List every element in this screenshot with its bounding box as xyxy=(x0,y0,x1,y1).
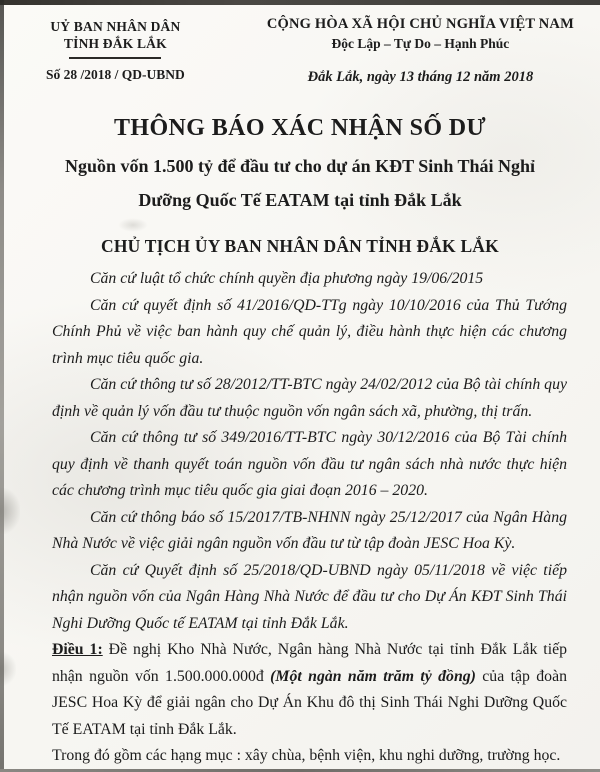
recital-paragraph: Căn cứ Quyết định số 25/2018/QD-UBND ngày 05/11/2018 về việc tiếp nhận nguồn vốn của Ngân Hàng Nhà Nước để đầu tư cho Dự Án KĐT Sinh Thái Nghi Dưỡng Quốc tế EATAM tại tỉnh Đắk Lắk. xyxy=(52,561,567,632)
recital-paragraph: Căn cứ thông tư số 349/2016/TT-BTC ngày 30/12/2016 của Bộ Tài chính quy định về thanh quyết toán nguồn vốn đầu tư ngân sách nhà nước thực hiện các chương trình mục tiêu quốc gia giai đoạn 2016 – 2020. xyxy=(52,429,567,499)
national-motto-line1: CỘNG HÒA XÃ HỘI CHỦ NGHĨA VIỆT NAM xyxy=(266,16,574,32)
document-subtitle-line1: Nguồn vốn 1.500 tỷ để đầu tư cho dự án KĐT Sinh Thái Nghỉ xyxy=(64,156,536,176)
recital-paragraph: Căn cứ quyết định số 41/2016/QD-TTg ngày 10/10/2016 của Thủ Tướng Chính Phủ về việc ban hành quy chế quản lý, điều hành thực hiện các chương trình mục tiêu quốc gia. xyxy=(52,296,567,367)
national-motto-line2: Độc Lập – Tự Do – Hạnh Phúc xyxy=(331,36,510,51)
issuing-authority-block xyxy=(46,15,185,83)
issuer-name-line1: UỶ BAN NHÂN DÂN xyxy=(50,19,181,34)
closing-line: Trong đó gồm các hạng mục : xây chùa, bệnh viện, khu nghi dưỡng, trường học. xyxy=(52,747,561,764)
article-1-text-before-amount: Đề nghị Kho Nhà Nước, Ngân hàng Nhà Nước tại tỉnh Đắk Lắk tiếp nhận nguồn vốn 1.500.000.000đ xyxy=(52,641,567,685)
recital-paragraph: Căn cứ thông báo số 15/2017/TB-NHNN ngày 25/12/2017 của Ngân Hàng Nhà Nước về việc giải ngân nguồn vốn đầu tư từ tập đoàn JESC Hoa Kỳ. xyxy=(52,508,567,552)
document-number: Số 28 /2018 / QD-UBND xyxy=(46,67,185,82)
issuer-name-line2: TỈNH ĐẮK LẮK xyxy=(63,36,167,51)
article-1-label: Điều 1: xyxy=(52,641,103,658)
recital-paragraph: Căn cứ luật tổ chức chính quyền địa phương ngày 19/06/2015 xyxy=(90,270,484,287)
recital-paragraph: Căn cứ thông tư số 28/2012/TT-BTC ngày 24/02/2012 của Bộ tài chính quy định về quản lý vốn đầu tư thuộc nguồn vốn ngân sách xã, phường, thị trấn. xyxy=(52,376,567,420)
authority-heading: CHỦ TỊCH ỦY BAN NHÂN DÂN TỈNH ĐẮK LẮK xyxy=(101,236,499,256)
article-1-paragraph xyxy=(52,637,567,743)
document-title: THÔNG BÁO XÁC NHẬN SỐ DƯ xyxy=(113,115,487,141)
header-divider-line xyxy=(69,57,161,59)
document-body xyxy=(0,257,600,770)
document-header xyxy=(0,0,600,86)
document-subtitle-line2: Dưỡng Quốc Tế EATAM tại tỉnh Đắk Lắk xyxy=(138,190,462,210)
document-subtitle xyxy=(0,149,600,217)
article-1-text-after-amount: của tập đoàn JESC Hoa Kỳ để giải ngân cho Dự Án Khu đô thị Sinh Thái Nghi Dưỡng Quốc Tế EATAM tại tỉnh Đắk Lắk. xyxy=(52,667,567,738)
article-1-amount-in-words: (Một ngàn năm trăm tỷ đồng) xyxy=(270,667,476,685)
scan-edge-top xyxy=(0,0,600,5)
scan-smudge xyxy=(118,218,148,232)
place-and-date: Đắk Lắk, ngày 13 tháng 12 năm 2018 xyxy=(307,69,534,85)
national-motto-block xyxy=(267,15,574,86)
scan-edge-left xyxy=(0,0,4,772)
